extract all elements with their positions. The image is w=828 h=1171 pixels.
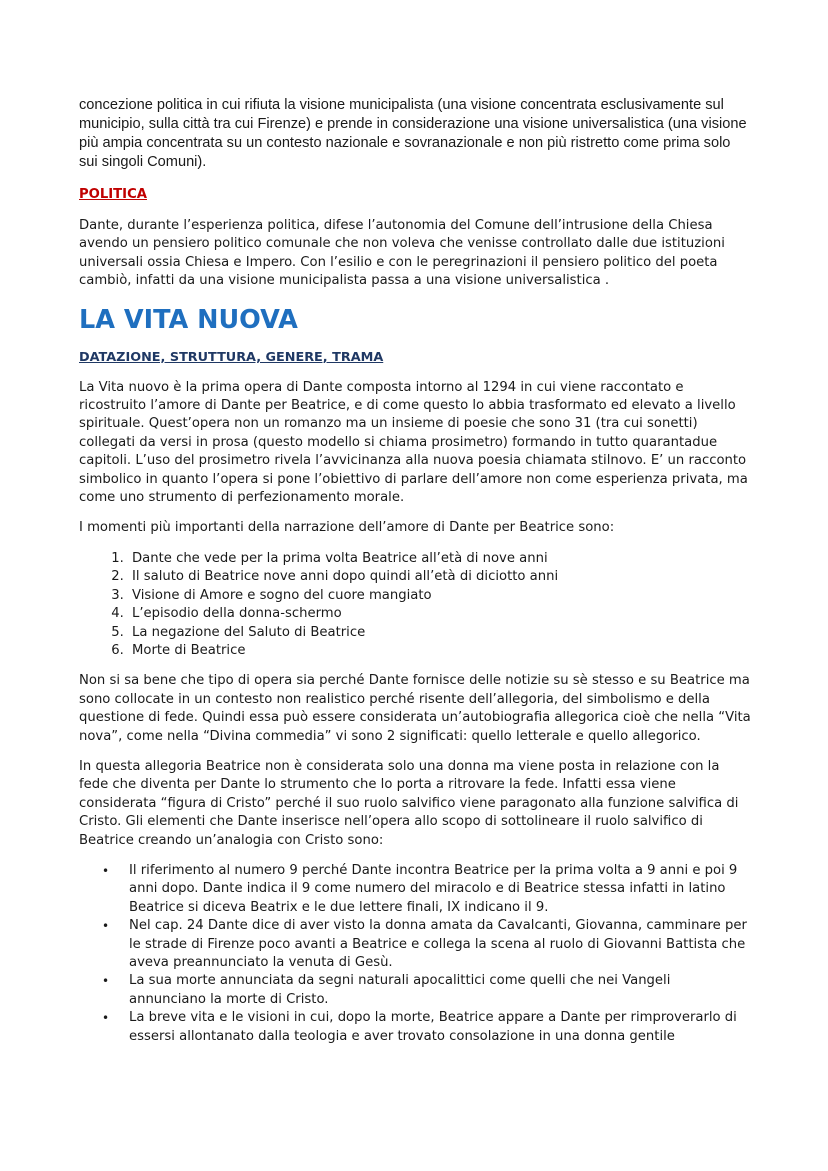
bullet-icon: •: [102, 1011, 110, 1026]
politica-heading: POLITICA: [79, 187, 147, 202]
list-item: [102, 862, 751, 917]
list-item: 4. L’episodio della donna-schermo: [128, 605, 751, 623]
list-item: 2. Il saluto di Beatrice nove anni dopo quindi all’età di diciotto anni: [128, 568, 751, 586]
list-item: 3. Visione di Amore e sogno del cuore mangiato: [128, 587, 751, 605]
datazione-subheading: DATAZIONE, STRUTTURA, GENERE, TRAMA: [79, 349, 384, 365]
vita-nuova-paragraph-2: Non si sa bene che tipo di opera sia perché Dante fornisce delle notizie su sè stesso e su Beatrice ma sono collocate in un contesto non realistico perché risente dell’allegoria, del simbolismo e della questione di fede. Quindi essa può essere considerata un’autobiografia allegorica cioè che nella “Vita nova”, come nella “Divina commedia” vi sono 2 significati: quello letterale e quello allegorico.: [79, 673, 751, 744]
list-item: [102, 917, 751, 972]
vita-nuova-paragraph-3: In questa allegoria Beatrice non è considerata solo una donna ma viene posta in relazione con la fede che diventa per Dante lo strumento che lo porta a ritrovare la fede. Infatti essa viene considerata “figura di Cristo” perché il suo ruolo salvifico viene paragonato alla funzione salvifica di Cristo. Gli elementi che Dante inserisce nell’opera allo scopo di sottolineare il ruolo salvifico di Beatrice creando un’analogia con Cristo sono:: [79, 758, 739, 848]
list-item: 6. Morte di Beatrice: [128, 642, 751, 660]
list-item: 1. Dante che vede per la prima volta Beatrice all’età di nove anni: [128, 550, 751, 568]
politica-paragraph: Dante, durante l’esperienza politica, difese l’autonomia del Comune dell’intrusione della Chiesa avendo un pensiero politico comunale che non voleva che venisse controllato dalle due istituzioni universali ossia Chiesa e Impero. Con l’esilio e con le peregrinazioni il pensiero politico del poeta cambiò, infatti da una visione municipalista passa a una visione universalistica .: [79, 218, 725, 289]
bullet-icon: •: [102, 919, 110, 934]
bullet-icon: •: [102, 974, 110, 989]
list-item-text: La sua morte annunciata da segni naturali apocalittici come quelli che nei Vangeli annunciano la morte di Cristo.: [129, 973, 671, 1007]
elements-list: [79, 862, 751, 1046]
list-item-text: La breve vita e le visioni in cui, dopo la morte, Beatrice appare a Dante per rimproverarlo di essersi allontanato dalla teologia e aver trovato consolazione in una donna gentile: [129, 1010, 737, 1044]
list-item-text: Nel cap. 24 Dante dice di aver visto la donna amata da Cavalcanti, Giovanna, camminare per le strade di Firenze poco avanti a Beatrice e collega la scena al ruolo di Giovanni Battista che aveva preannunciato la venuta di Gesù.: [129, 918, 747, 970]
list-item-text: Il riferimento al numero 9 perché Dante incontra Beatrice per la prima volta a 9 anni e poi 9 anni dopo. Dante indica il 9 come numero del miracolo e di Beatrice stessa infatti in latino Beatrice si diceva Beatrix e le due lettere finali, IX indicano il 9.: [129, 862, 738, 915]
moments-intro: I momenti più importanti della narrazione dell’amore di Dante per Beatrice sono:: [79, 520, 615, 536]
vita-nuova-title: LA VITA NUOVA: [79, 304, 298, 335]
bullet-icon: •: [102, 863, 110, 878]
moments-list: [79, 550, 751, 660]
list-item: 5. La negazione del Saluto di Beatrice: [128, 624, 751, 642]
document-page: [79, 96, 751, 1046]
list-item: [102, 1009, 751, 1046]
list-item: [102, 972, 751, 1009]
intro-paragraph: concezione politica in cui rifiuta la visione municipalista (una visione concentrata esclusivamente sul municipio, sulla città tra cui Firenze) e prende in considerazione una visione universalistica (una visione più ampia concentrata su un contesto nazionale e sovranazionale e non più ristretto come prima solo sui singoli Comuni).: [79, 97, 747, 170]
vita-nuova-paragraph-1: La Vita nuovo è la prima opera di Dante composta intorno al 1294 in cui viene raccontato e ricostruito l’amore di Dante per Beatrice, e di come questo lo abbia trasformato ed elevato a livello spirituale. Quest’opera non un romanzo ma un insieme di poesie che sono 31 (tra cui sonetti) collegati da versi in prosa (questo modello si chiama prosimetro) formando in tutto quarantadue capitoli. L’uso del prosimetro rivela l’avvicinanza alla nuova poesia chiamata stilnovo. E’ un racconto simbolico in quanto l’opera si pone l’obiettivo di parlare dell’amore non come esperienza privata, ma come uno strumento di perfezionamento morale.: [79, 379, 748, 506]
